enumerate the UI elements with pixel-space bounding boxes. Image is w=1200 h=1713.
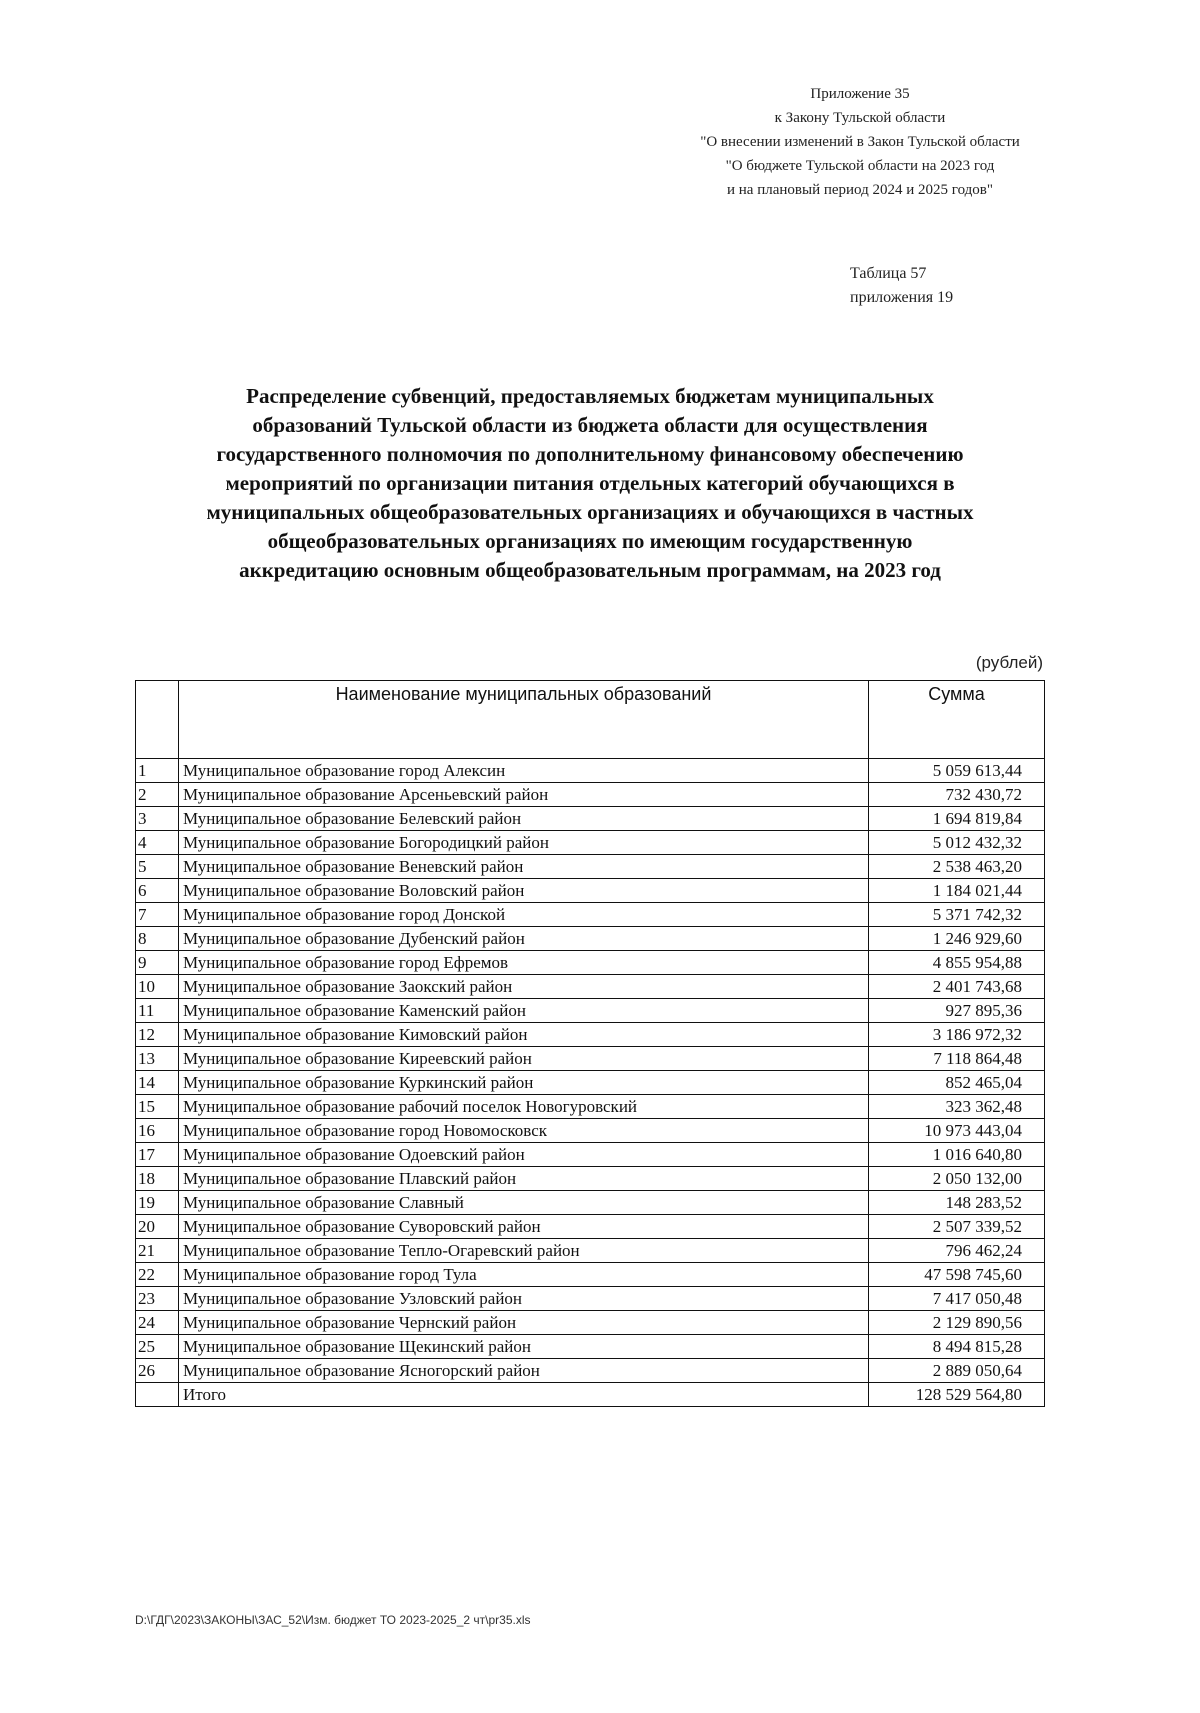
row-number: 16 xyxy=(136,1119,179,1143)
row-sum: 2 507 339,52 xyxy=(869,1215,1045,1239)
total-num xyxy=(136,1383,179,1407)
table-row xyxy=(136,903,1045,927)
row-number: 8 xyxy=(136,927,179,951)
row-number: 12 xyxy=(136,1023,179,1047)
row-number: 24 xyxy=(136,1311,179,1335)
table-row xyxy=(136,1287,1045,1311)
row-sum: 927 895,36 xyxy=(869,999,1045,1023)
row-sum: 5 059 613,44 xyxy=(869,759,1045,783)
row-name: Муниципальное образование Тепло-Огаревский район xyxy=(179,1239,869,1263)
document-title-line: образований Тульской области из бюджета области для осуществления xyxy=(252,413,928,437)
table-body xyxy=(136,759,1045,1407)
document-title-line: муниципальных общеобразовательных организациях и обучающихся в частных xyxy=(206,500,974,524)
row-number: 1 xyxy=(136,759,179,783)
table-row xyxy=(136,783,1045,807)
row-sum: 148 283,52 xyxy=(869,1191,1045,1215)
row-name: Муниципальное образование Щекинский район xyxy=(179,1335,869,1359)
row-name: Муниципальное образование Арсеньевский район xyxy=(179,783,869,807)
row-sum: 1 246 929,60 xyxy=(869,927,1045,951)
row-number: 10 xyxy=(136,975,179,999)
row-sum: 323 362,48 xyxy=(869,1095,1045,1119)
table-row xyxy=(136,759,1045,783)
row-name: Муниципальное образование город Алексин xyxy=(179,759,869,783)
row-number: 18 xyxy=(136,1167,179,1191)
appendix-note xyxy=(620,82,1100,202)
row-sum: 5 012 432,32 xyxy=(869,831,1045,855)
row-number: 20 xyxy=(136,1215,179,1239)
table-row xyxy=(136,975,1045,999)
row-number: 23 xyxy=(136,1287,179,1311)
table-row xyxy=(136,1239,1045,1263)
row-sum: 10 973 443,04 xyxy=(869,1119,1045,1143)
row-name: Муниципальное образование Киреевский район xyxy=(179,1047,869,1071)
row-sum: 2 538 463,20 xyxy=(869,855,1045,879)
appendix-note-line: к Закону Тульской области xyxy=(774,110,946,126)
appendix-note-line: Приложение 35 xyxy=(810,86,910,102)
row-name: Муниципальное образование Кимовский район xyxy=(179,1023,869,1047)
total-name: Итого xyxy=(179,1383,869,1407)
row-name: Муниципальное образование Воловский район xyxy=(179,879,869,903)
header-sum: Сумма xyxy=(869,681,1045,759)
row-sum: 2 129 890,56 xyxy=(869,1311,1045,1335)
row-number: 13 xyxy=(136,1047,179,1071)
row-name: Муниципальное образование рабочий поселок Новогуровский xyxy=(179,1095,869,1119)
row-sum: 8 494 815,28 xyxy=(869,1335,1045,1359)
row-name: Муниципальное образование Белевский район xyxy=(179,807,869,831)
row-number: 2 xyxy=(136,783,179,807)
row-sum: 852 465,04 xyxy=(869,1071,1045,1095)
row-sum: 47 598 745,60 xyxy=(869,1263,1045,1287)
row-number: 17 xyxy=(136,1143,179,1167)
table-row xyxy=(136,1119,1045,1143)
row-sum: 796 462,24 xyxy=(869,1239,1045,1263)
row-name: Муниципальное образование Веневский район xyxy=(179,855,869,879)
row-sum: 3 186 972,32 xyxy=(869,1023,1045,1047)
document-title-line: общеобразовательных организациях по имеющим государственную xyxy=(267,529,913,553)
table-row xyxy=(136,1191,1045,1215)
row-name: Муниципальное образование Плавский район xyxy=(179,1167,869,1191)
table-row xyxy=(136,1071,1045,1095)
table-header-row xyxy=(136,681,1045,759)
row-number: 22 xyxy=(136,1263,179,1287)
row-sum: 2 401 743,68 xyxy=(869,975,1045,999)
row-number: 25 xyxy=(136,1335,179,1359)
row-number: 6 xyxy=(136,879,179,903)
row-sum: 732 430,72 xyxy=(869,783,1045,807)
header-name: Наименование муниципальных образований xyxy=(179,681,869,759)
document-title-line: государственного полномочия по дополнительному финансовому обеспечению xyxy=(216,442,964,466)
row-sum: 2 050 132,00 xyxy=(869,1167,1045,1191)
table-row xyxy=(136,1143,1045,1167)
table-row xyxy=(136,807,1045,831)
row-number: 4 xyxy=(136,831,179,855)
row-name: Муниципальное образование Ясногорский район xyxy=(179,1359,869,1383)
row-sum: 1 694 819,84 xyxy=(869,807,1045,831)
row-name: Муниципальное образование Одоевский район xyxy=(179,1143,869,1167)
row-number: 9 xyxy=(136,951,179,975)
row-number: 19 xyxy=(136,1191,179,1215)
row-name: Муниципальное образование Суворовский район xyxy=(179,1215,869,1239)
row-number: 15 xyxy=(136,1095,179,1119)
row-sum: 4 855 954,88 xyxy=(869,951,1045,975)
row-name: Муниципальное образование Чернский район xyxy=(179,1311,869,1335)
table-row xyxy=(136,831,1045,855)
table-row xyxy=(136,1095,1045,1119)
row-name: Муниципальное образование Заокский район xyxy=(179,975,869,999)
row-sum: 7 417 050,48 xyxy=(869,1287,1045,1311)
table-row xyxy=(136,999,1045,1023)
row-name: Муниципальное образование город Новомосковск xyxy=(179,1119,869,1143)
document-title xyxy=(110,382,1070,585)
table-row xyxy=(136,855,1045,879)
appendix-note-line: и на плановый период 2024 и 2025 годов" xyxy=(727,182,993,198)
table-row xyxy=(136,951,1045,975)
table-row xyxy=(136,1335,1045,1359)
row-name: Муниципальное образование Куркинский район xyxy=(179,1071,869,1095)
file-path-footer: D:\ГДГ\2023\ЗАКОНЫ\ЗАС_52\Изм. бюджет ТО 2023-2025_2 чт\pr35.xls xyxy=(135,1613,531,1627)
document-title-line: мероприятий по организации питания отдельных категорий обучающихся в xyxy=(225,471,955,495)
row-sum: 2 889 050,64 xyxy=(869,1359,1045,1383)
document-title-line: аккредитацию основным общеобразовательным программам, на 2023 год xyxy=(239,558,941,582)
row-number: 21 xyxy=(136,1239,179,1263)
row-sum: 1 184 021,44 xyxy=(869,879,1045,903)
table-row xyxy=(136,927,1045,951)
row-name: Муниципальное образование город Донской xyxy=(179,903,869,927)
header-number xyxy=(136,681,179,759)
appendix-note-line: "О внесении изменений в Закон Тульской области xyxy=(700,134,1020,150)
row-sum: 1 016 640,80 xyxy=(869,1143,1045,1167)
row-number: 11 xyxy=(136,999,179,1023)
row-name: Муниципальное образование Славный xyxy=(179,1191,869,1215)
table-reference-number: Таблица 57 xyxy=(850,265,927,282)
row-name: Муниципальное образование Дубенский район xyxy=(179,927,869,951)
row-name: Муниципальное образование Каменский район xyxy=(179,999,869,1023)
table-row xyxy=(136,1311,1045,1335)
row-name: Муниципальное образование город Тула xyxy=(179,1263,869,1287)
row-number: 7 xyxy=(136,903,179,927)
row-number: 3 xyxy=(136,807,179,831)
table-reference xyxy=(850,262,953,310)
table-row xyxy=(136,879,1045,903)
table-row xyxy=(136,1263,1045,1287)
document-title-line: Распределение субвенций, предоставляемых бюджетам муниципальных xyxy=(246,384,934,408)
table-row xyxy=(136,1215,1045,1239)
row-number: 14 xyxy=(136,1071,179,1095)
table-row xyxy=(136,1047,1045,1071)
table-row xyxy=(136,1359,1045,1383)
row-sum: 7 118 864,48 xyxy=(869,1047,1045,1071)
row-number: 5 xyxy=(136,855,179,879)
table-row xyxy=(136,1023,1045,1047)
table-row xyxy=(136,1167,1045,1191)
row-number: 26 xyxy=(136,1359,179,1383)
row-name: Муниципальное образование Узловский район xyxy=(179,1287,869,1311)
total-row xyxy=(136,1383,1045,1407)
appendix-note-line: "О бюджете Тульской области на 2023 год xyxy=(725,158,995,174)
row-sum: 5 371 742,32 xyxy=(869,903,1045,927)
subsidy-table xyxy=(135,680,1045,1407)
table-reference-appendix: приложения 19 xyxy=(850,289,954,306)
row-name: Муниципальное образование город Ефремов xyxy=(179,951,869,975)
total-sum: 128 529 564,80 xyxy=(869,1383,1045,1407)
units-label: (рублей) xyxy=(975,653,1043,672)
row-name: Муниципальное образование Богородицкий район xyxy=(179,831,869,855)
